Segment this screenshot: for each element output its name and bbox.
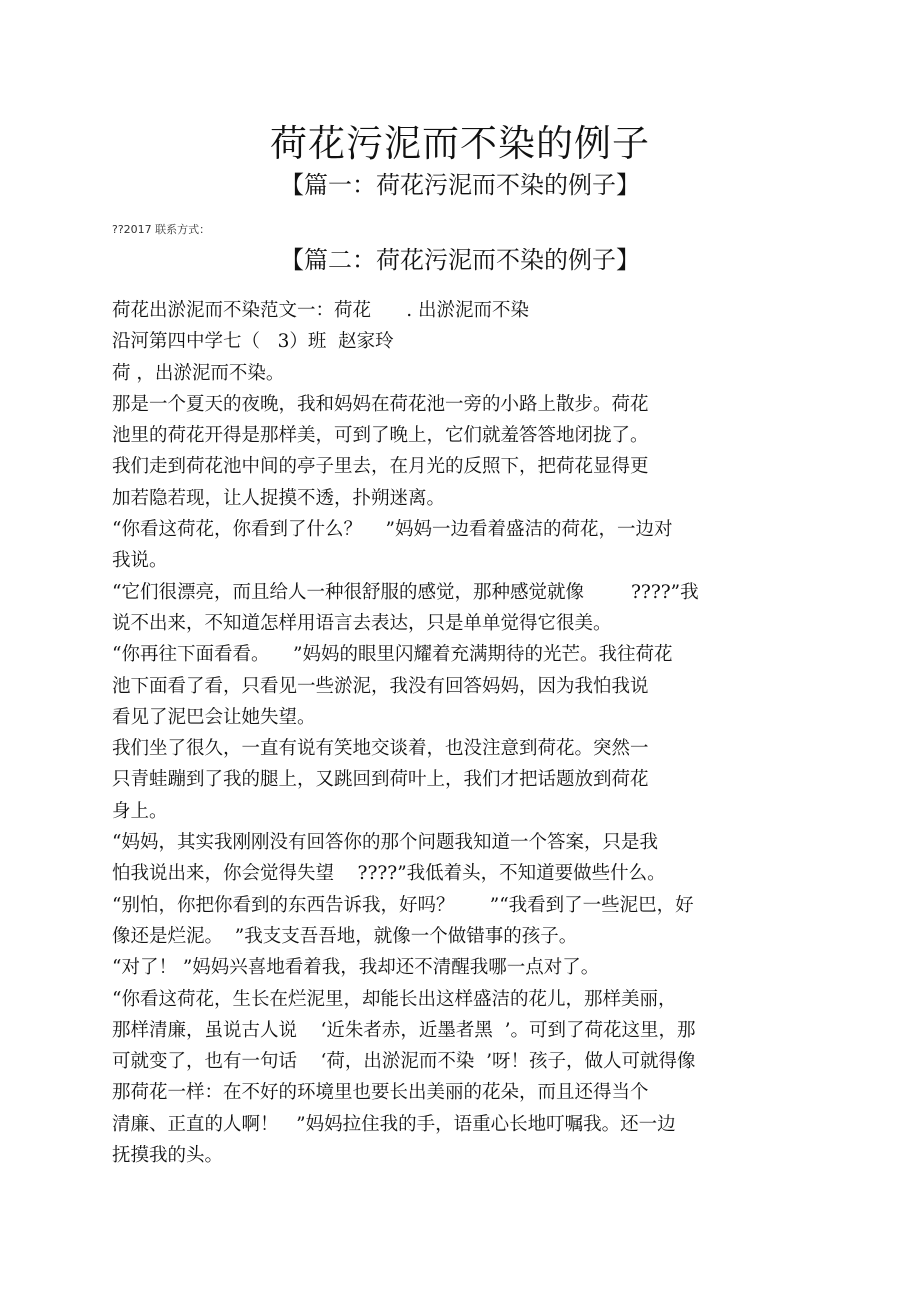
text-line: 我们坐了很久，一直有说有笑地交谈着，也没注意到荷花。突然一 xyxy=(112,738,649,760)
text-line: “你看这荷花，生长在烂泥里，却能长出这样盛洁的花儿，那样美丽， xyxy=(112,988,677,1010)
text-line: 荷花出淤泥而不染范文一：荷花 . 出淤泥而不染 xyxy=(112,300,530,321)
text-line: 像还是烂泥。 ”我支支吾吾地，就像一个做错事的孩子。 xyxy=(112,925,578,947)
text-line: 清廉、正直的人啊！ ”妈妈拉住我的手，语重心长地叮嘱我。还一边 xyxy=(112,1113,676,1135)
meta-line: ??2017 联系方式： xyxy=(112,223,211,236)
document-title: 荷花污泥而不染的例子 xyxy=(270,122,650,165)
text-line: 加若隐若现，让人捉摸不透，扑朔迷离。 xyxy=(112,487,446,509)
text-line: 那样清廉，虽说古人说 ‘近朱者赤，近墨者黑 ’。可到了荷花这里，那 xyxy=(112,1019,696,1041)
text-line: 荷 ，出淤泥而不染。 xyxy=(112,362,285,384)
text-line: 看见了泥巴会让她失望。 xyxy=(112,706,316,728)
section-heading-1: 【篇一：荷花污泥而不染的例子】 xyxy=(280,171,640,199)
text-line: 沿河第四中学七（ 3）班 赵家玲 xyxy=(112,331,394,353)
text-line: 池下面看了看，只看见一些淤泥，我没有回答妈妈，因为我怕我说 xyxy=(112,675,649,697)
section-heading-2: 【篇二：荷花污泥而不染的例子】 xyxy=(280,246,640,274)
text-line: 可就变了，也有一句话 ‘荷，出淤泥而不染 ’呀！孩子，做人可就得像 xyxy=(112,1051,696,1073)
text-line: 我们走到荷花池中间的亭子里去，在月光的反照下，把荷花显得更 xyxy=(112,456,649,478)
text-line: 抚摸我的头。 xyxy=(112,1145,224,1167)
text-line: 那荷花一样：在不好的环境里也要长出美丽的花朵，而且还得当个 xyxy=(112,1082,649,1104)
text-line: “你看这荷花，你看到了什么？ ”妈妈一边看着盛洁的荷花，一边对 xyxy=(112,519,673,541)
text-line: 身上。 xyxy=(112,800,168,822)
text-line: 只青蛙蹦到了我的腿上，又跳回到荷叶上，我们才把话题放到荷花 xyxy=(112,769,649,791)
text-line: 怕我说出来，你会觉得失望 ????”我低着头，不知道要做些什么。 xyxy=(112,863,666,885)
body-text xyxy=(112,295,812,1171)
text-line: “你再往下面看看。 ”妈妈的眼里闪耀着充满期待的光芒。我往荷花 xyxy=(112,644,673,666)
text-line: 池里的荷花开得是那样美，可到了晚上，它们就羞答答地闭拢了。 xyxy=(112,425,649,447)
text-line: “对了！ ”妈妈兴喜地看着我，我却还不清醒我哪一点对了。 xyxy=(112,957,600,979)
text-line: 我说。 xyxy=(112,550,168,572)
text-line: 那是一个夏天的夜晚，我和妈妈在荷花池一旁的小路上散步。荷花 xyxy=(112,393,649,415)
text-line: “别怕，你把你看到的东西告诉我，好吗？ ”“我看到了一些泥巴，好 xyxy=(112,894,694,916)
text-line: “它们很漂亮，而且给人一种很舒服的感觉，那种感觉就像 ????”我 xyxy=(112,581,699,603)
text-line: 说不出来，不知道怎样用语言去表达，只是单单觉得它很美。 xyxy=(112,612,612,634)
text-line: “妈妈，其实我刚刚没有回答你的那个问题我知道一个答案，只是我 xyxy=(112,832,658,854)
